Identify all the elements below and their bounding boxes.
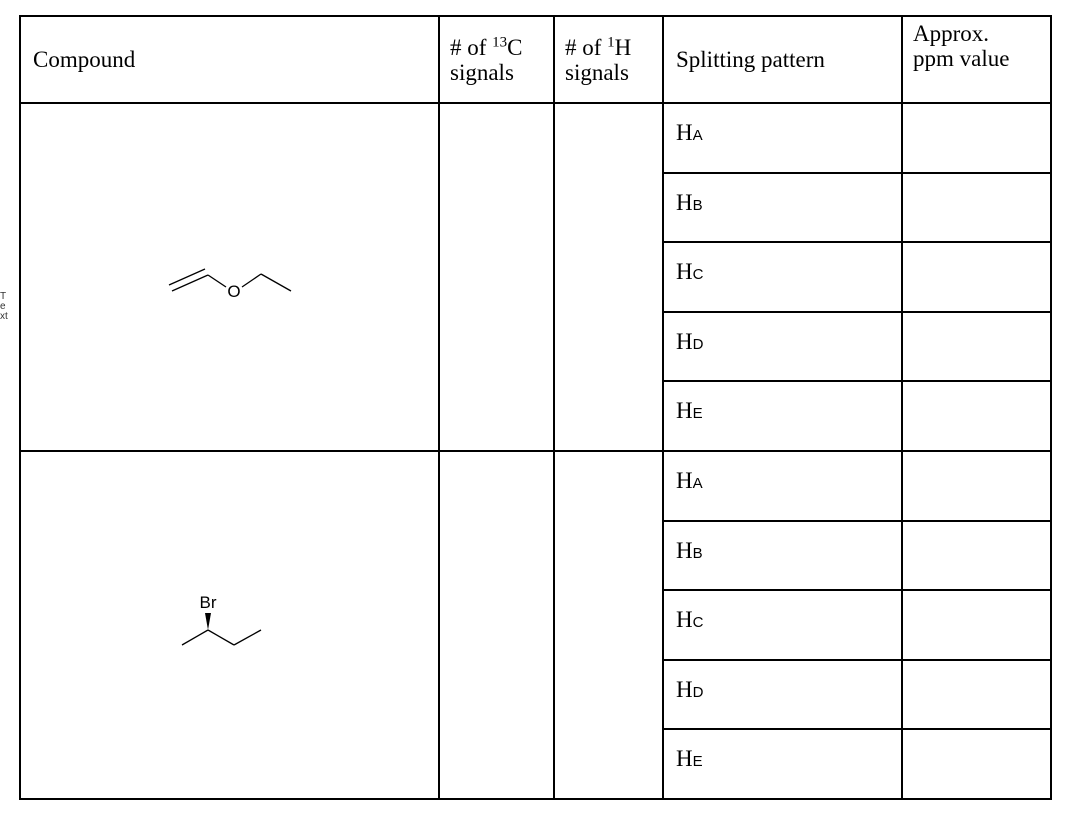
compound-2-hc-label: [663, 590, 902, 660]
compound-1-ha-label: [663, 103, 902, 173]
compound-1-hd-ppm-answer[interactable]: [902, 312, 1051, 382]
bond-c3-c4: [234, 630, 261, 645]
he-base: H: [676, 398, 693, 424]
compound-1-hb-ppm-answer[interactable]: [902, 173, 1051, 243]
ethyl-vinyl-ether-structure: [160, 247, 300, 307]
compound-2-ha-ppm-answer[interactable]: [902, 451, 1051, 521]
compound-1-structure-cell: [20, 103, 439, 451]
compound-1-c13-answer[interactable]: [439, 103, 554, 451]
bond-vinyl-double-2: [169, 269, 205, 285]
ha-base: H: [676, 467, 693, 493]
hc-sub: C: [692, 614, 704, 632]
header-ppm-line1: Approx.: [913, 21, 990, 46]
compound-2-structure-cell: [20, 451, 439, 799]
hd-base: H: [676, 328, 693, 354]
compound-2-he-ppm-answer[interactable]: [902, 729, 1051, 799]
compound-2-hd-label: [663, 660, 902, 730]
compound-1-hc-label: [663, 242, 902, 312]
compound-1-he-ppm-answer[interactable]: [902, 381, 1051, 451]
compound-2-h1-answer[interactable]: [554, 451, 663, 799]
header-h1-prefix: # of: [565, 34, 608, 60]
header-c13-prefix: # of: [450, 34, 493, 60]
compound-2-hc-ppm-answer[interactable]: [902, 590, 1051, 660]
he-sub: E: [692, 405, 703, 423]
wedge-bond: [205, 613, 211, 630]
hb-base: H: [676, 189, 693, 215]
bond-vinyl-double-1: [172, 275, 208, 291]
header-c13-line2: signals: [450, 59, 514, 85]
bond-c-o-1: [208, 275, 226, 287]
compound-2-hb-label: [663, 521, 902, 591]
hc-base: H: [676, 259, 693, 285]
compound-2-hd-ppm-answer[interactable]: [902, 660, 1051, 730]
header-ppm-value: [902, 16, 1051, 103]
compound-2-ha-label: [663, 451, 902, 521]
header-ppm-line2: ppm value: [913, 46, 1010, 71]
hb-sub: B: [692, 544, 703, 562]
header-h1-signals: [554, 16, 663, 103]
hb-base: H: [676, 537, 693, 563]
bond-c2-c3: [208, 630, 234, 645]
he-sub: E: [692, 753, 703, 771]
edge-text-fragment: T e xt: [0, 292, 8, 322]
compound-1-hb-label: [663, 173, 902, 243]
hc-sub: C: [692, 266, 704, 284]
header-compound: Compound: [20, 16, 439, 103]
hb-sub: B: [692, 196, 703, 214]
he-base: H: [676, 746, 693, 772]
compound-1-hd-label: [663, 312, 902, 382]
header-h1-suffix: H: [614, 34, 632, 60]
compound-2-hb-ppm-answer[interactable]: [902, 521, 1051, 591]
bond-methyl: [182, 630, 208, 645]
compound-1-he-label: [663, 381, 902, 451]
compound-2-he-label: [663, 729, 902, 799]
ha-sub: A: [692, 127, 703, 144]
ha-base: H: [676, 120, 693, 145]
header-row: [20, 16, 1051, 103]
compound-2-c13-answer[interactable]: [439, 451, 554, 799]
bond-o-c-2: [242, 274, 261, 287]
ha-sub: A: [692, 474, 703, 492]
header-splitting-pattern: Splitting pattern: [663, 16, 902, 103]
compound-2-row-a: [20, 451, 1051, 521]
hd-sub: D: [692, 335, 704, 353]
bromobutane-structure: [175, 590, 285, 660]
hc-base: H: [676, 607, 693, 633]
hd-sub: D: [692, 683, 704, 701]
compound-1-hc-ppm-answer[interactable]: [902, 242, 1051, 312]
hd-base: H: [676, 676, 693, 702]
nmr-worksheet-table: [19, 15, 1052, 800]
oxygen-label: O: [226, 281, 241, 301]
header-h1-sup: 1: [607, 33, 615, 50]
compound-1-ha-ppm-answer[interactable]: [902, 103, 1051, 173]
header-c13-signals: [439, 16, 554, 103]
bromine-label: Br: [199, 592, 216, 612]
header-h1-line2: signals: [565, 59, 629, 85]
compound-1-row-a: [20, 103, 1051, 173]
header-c13-sup: 13: [492, 33, 508, 50]
header-c13-suffix: C: [507, 34, 523, 60]
compound-1-h1-answer[interactable]: [554, 103, 663, 451]
bond-ethyl: [261, 274, 291, 291]
